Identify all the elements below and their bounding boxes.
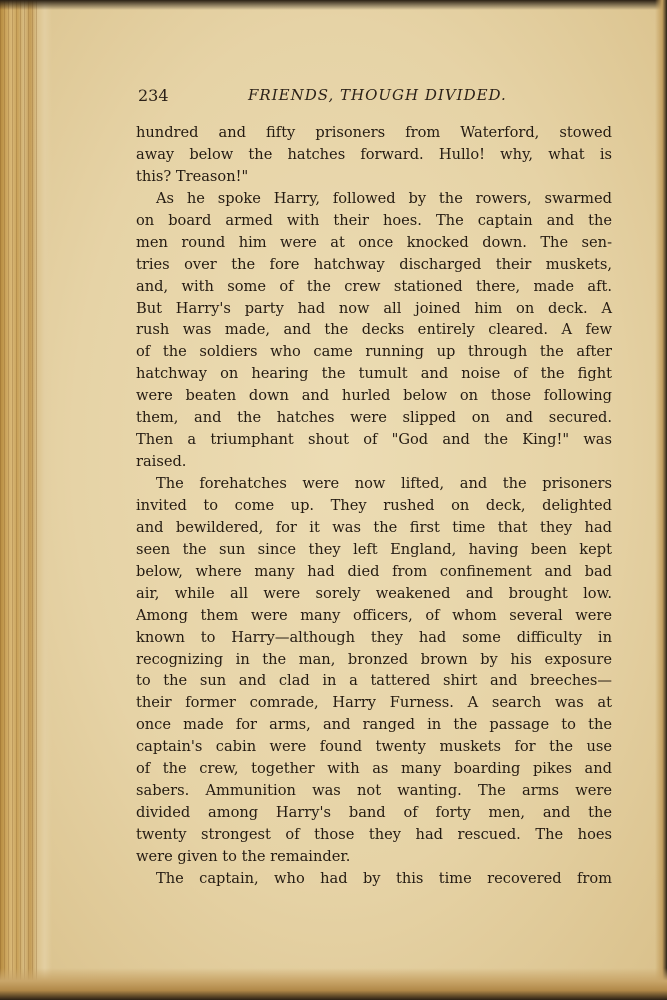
text-line: men round him were at once knocked down. The sen- (136, 233, 612, 251)
page-number: 234 (138, 86, 169, 105)
running-title: FRIENDS, THOUGH DIVIDED. (248, 86, 507, 104)
text-line: raised. (136, 453, 187, 471)
running-head (138, 86, 614, 108)
text-line: captain's cabin were found twenty muskets for the use (136, 738, 612, 756)
text-line: recognizing in the man, bronzed brown by his exposure (136, 650, 612, 668)
text-line: But Harry's party had now all joined him on deck. A (136, 299, 612, 317)
top-edge-shadow (0, 0, 667, 10)
text-line: hatchway on hearing the tumult and noise of the fight (136, 365, 612, 383)
text-line: air, while all were sorely weakened and brought low. (136, 584, 612, 602)
page-edges (0, 0, 40, 1000)
text-line: The captain, who had by this time recovered from (156, 869, 612, 887)
text-line: their former comrade, Harry Furness. A search was at (136, 694, 612, 712)
text-line: rush was made, and the decks entirely cleared. A few (136, 321, 612, 339)
text-line: and, with some of the crew stationed there, made aft. (136, 277, 612, 295)
text-line: seen the sun since they left England, having been kept (136, 540, 612, 558)
text-line: this? Treason!" (136, 167, 249, 185)
text-line: of the crew, together with as many boarding pikes and (136, 760, 612, 778)
text-line: twenty strongest of those they had rescued. The hoes (136, 826, 612, 843)
text-line: Then a triumphant shout of "God and the King!" was (136, 431, 612, 449)
text-line: divided among Harry's band of forty men, and the (136, 804, 612, 822)
text-line: once made for arms, and ranged in the passage to the (136, 716, 612, 734)
text-line: Among them were many officers, of whom several were (136, 606, 612, 624)
text-line: on board armed with their hoes. The captain and the (136, 211, 612, 229)
text-line: them, and the hatches were slipped on and secured. (136, 409, 612, 427)
right-edge-shadow (655, 0, 667, 1000)
text-line: invited to come up. They rushed on deck, delighted (136, 496, 612, 514)
text-line: below, where many had died from confinement and bad (136, 562, 612, 580)
body-text (136, 122, 612, 890)
bottom-page-edges (0, 968, 667, 1000)
text-line: known to Harry—although they had some difficulty in (136, 628, 612, 646)
text-line: sabers. Ammunition was not wanting. The arms were (136, 782, 612, 800)
text-line: and bewildered, for it was the first time that they had (136, 518, 612, 536)
text-line: away below the hatches forward. Hullo! why, what is (136, 145, 612, 163)
text-line: were beaten down and hurled below on those following (136, 387, 612, 405)
text-line: to the sun and clad in a tattered shirt and breeches— (136, 672, 612, 690)
text-line: As he spoke Harry, followed by the rowers, swarmed (156, 189, 612, 207)
text-line: hundred and fifty prisoners from Waterford, stowed (136, 124, 612, 141)
text-line: The forehatches were now lifted, and the prisoners (156, 475, 612, 492)
text-line: of the soldiers who came running up through the after (136, 343, 612, 361)
text-line: tries over the fore hatchway discharged their muskets, (136, 255, 612, 273)
text-line: were given to the remainder. (136, 847, 351, 865)
